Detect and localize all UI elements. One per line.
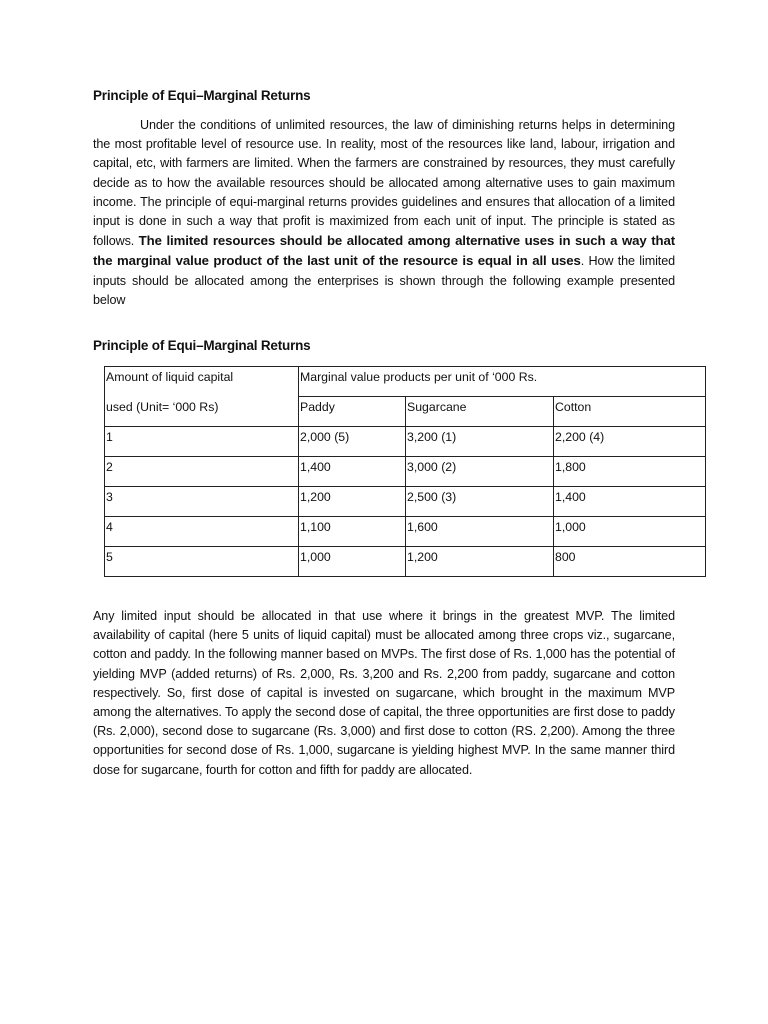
capital-header-line1: Amount of liquid capital <box>105 367 299 397</box>
paddy-cell: 1,000 <box>299 547 406 577</box>
cotton-cell: 1,000 <box>554 517 706 547</box>
capital-units-cell: 3 <box>105 487 299 517</box>
intro-paragraph <box>93 116 675 310</box>
sugarcane-cell: 2,500 (3) <box>406 487 554 517</box>
mvp-table <box>104 366 706 577</box>
intro-text-end: . How the limited inputs should be allocated among the enterprises is shown through the following example presented below <box>93 254 675 307</box>
table-row <box>105 427 706 457</box>
sugarcane-cell: 3,200 (1) <box>406 427 554 457</box>
table-heading: Principle of Equi–Marginal Returns <box>93 338 311 353</box>
sugarcane-cell: 1,200 <box>406 547 554 577</box>
heading-principle: Principle of Equi–Marginal Returns <box>93 88 311 103</box>
sugarcane-cell: 1,600 <box>406 517 554 547</box>
header-paddy: Paddy <box>299 397 406 427</box>
table-row <box>105 517 706 547</box>
cotton-cell: 1,800 <box>554 457 706 487</box>
paddy-cell: 2,000 (5) <box>299 427 406 457</box>
table-row <box>105 547 706 577</box>
explanation-paragraph: Any limited input should be allocated in that use where it brings in the greatest MVP. The limited availability of capital (here 5 units of liquid capital) must be allocated among three crops viz., sugarcane, cotton and paddy. In the following manner based on MVPs. The first dose of Rs. 1,000 has the potential of yielding MVP (added returns) of Rs. 2,000, Rs. 3,200 and Rs. 2,200 from paddy, sugarcane and cotton respectively. So, first dose of capital is invested on sugarcane, which brought in the maximum MVP among the alternatives. To apply the second dose of capital, the three opportunities are first dose to paddy (Rs. 2,000), second dose to sugarcane (Rs. 3,000) and first dose to cotton (RS. 2,200). Among the three opportunities for second dose of Rs. 1,000, sugarcane is yielding highest MVP. In the same manner third dose for sugarcane, fourth for cotton and fifth for paddy are allocated. <box>93 609 675 777</box>
table-row <box>105 457 706 487</box>
capital-units-cell: 5 <box>105 547 299 577</box>
cotton-cell: 2,200 (4) <box>554 427 706 457</box>
header-sugarcane: Sugarcane <box>406 397 554 427</box>
mvp-group-header: Marginal value products per unit of ‘000 Rs. <box>299 367 706 397</box>
capital-header-line2: used (Unit= ‘000 Rs) <box>105 397 299 427</box>
sugarcane-cell: 3,000 (2) <box>406 457 554 487</box>
table-header-row <box>105 367 706 397</box>
table-row <box>105 487 706 517</box>
capital-units-cell: 1 <box>105 427 299 457</box>
paddy-cell: 1,200 <box>299 487 406 517</box>
principle-statement: The limited resources should be allocated among alternative uses in such a way that the marginal value product of the last unit of the resource is equal in all uses <box>93 233 675 269</box>
paddy-cell: 1,400 <box>299 457 406 487</box>
cotton-cell: 800 <box>554 547 706 577</box>
cotton-cell: 1,400 <box>554 487 706 517</box>
capital-units-cell: 2 <box>105 457 299 487</box>
intro-text: Under the conditions of unlimited resources, the law of diminishing returns helps in determining the most profitable level of resource use. In reality, most of the resources like land, labour, irrigation and capital, etc, with farmers are limited. When the farmers are constrained by resources, they must carefully decide as to how the available resources should be allocated among alternative uses to gain maximum income. The principle of equi-marginal returns provides guidelines and ensures that allocation of a limited input is done in such a way that profit is maximized from each unit of input. The principle is stated as follows. <box>93 118 675 249</box>
table-subheader-row <box>105 397 706 427</box>
capital-units-cell: 4 <box>105 517 299 547</box>
header-cotton: Cotton <box>554 397 706 427</box>
paddy-cell: 1,100 <box>299 517 406 547</box>
